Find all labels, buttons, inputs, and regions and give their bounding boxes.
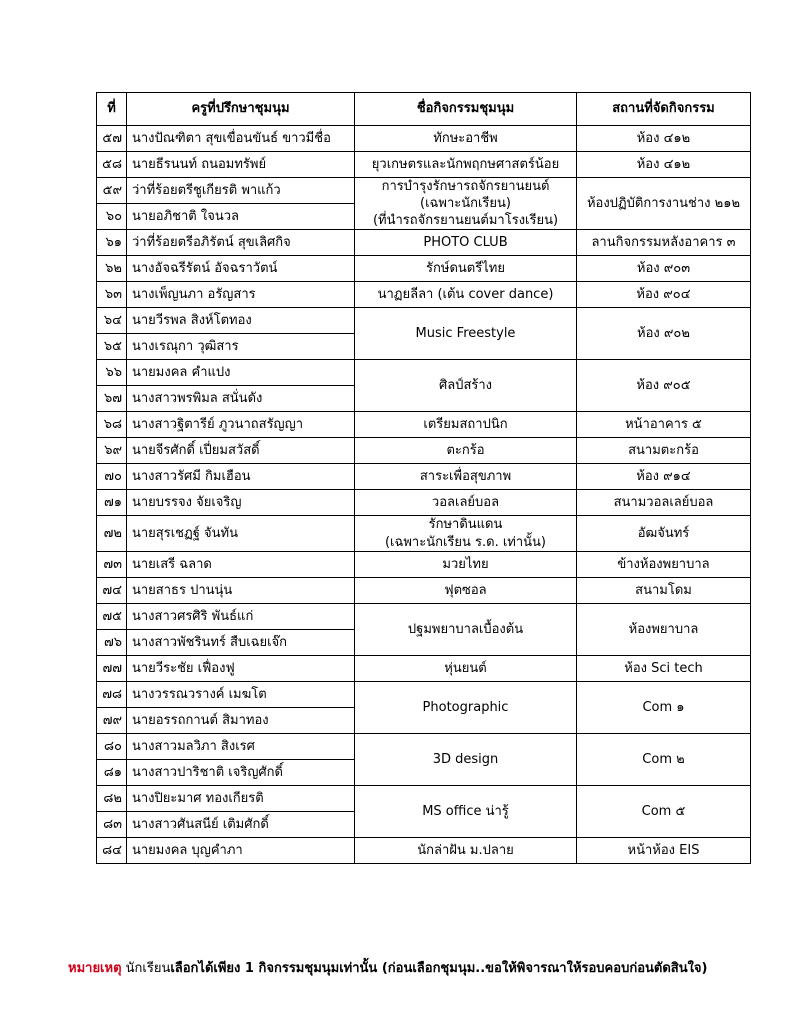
activity-location: หน้าอาคาร ๕: [577, 412, 751, 438]
activity-location: ห้อง Sci tech: [577, 655, 751, 681]
activity-location: สนามวอลเลย์บอล: [577, 490, 751, 516]
row-number: ๗๗: [97, 655, 127, 681]
teacher-name: นางอัจฉรีรัตน์ อัจฉราวัตน์: [127, 256, 355, 282]
activity-line: การบำรุงรักษารถจักรยานยนต์: [381, 179, 550, 194]
row-number: ๕๙: [97, 178, 127, 204]
teacher-name: นายอภิชาติ ใจนวล: [127, 204, 355, 230]
activity-location: Com ๕: [577, 785, 751, 837]
activity-location: ลานกิจกรรมหลังอาคาร ๓: [577, 230, 751, 256]
teacher-name: นางสาวมลวิภา สิงเรศ: [127, 733, 355, 759]
activity-name: นาฏยลีลา (เต้น cover dance): [355, 282, 577, 308]
activity-name: MS office น่ารู้: [355, 785, 577, 837]
activity-name: Music Freestyle: [355, 308, 577, 360]
activity-location: Com ๒: [577, 733, 751, 785]
activity-name: รักษ์ดนตรีไทย: [355, 256, 577, 282]
table-row: [97, 360, 751, 386]
activity-location: ห้องปฏิบัติการงานช่าง ๒๑๒: [577, 178, 751, 230]
activity-line: (เฉพาะนักเรียน ร.ด. เท่านั้น): [384, 534, 547, 550]
table-row: [97, 577, 751, 603]
activity-name: [355, 178, 577, 230]
table-row: [97, 516, 751, 551]
teacher-name: นายธีรนนท์ ถนอมทรัพย์: [127, 152, 355, 178]
header-teacher: ครูที่ปรึกษาชุมนุม: [127, 93, 355, 126]
activity-name: สาระเพื่อสุขภาพ: [355, 464, 577, 490]
row-number: ๕๘: [97, 152, 127, 178]
teacher-name: นางปัณฑิตา สุขเขื่อนขันธ์ ขาวมีชื่อ: [127, 126, 355, 152]
activity-name: 3D design: [355, 733, 577, 785]
note-bold-text: เลือกได้เพียง 1 กิจกรรมชุมนุมเท่านั้น (ก่อนเลือกชุมนุม..ขอให้พิจารณาให้รอบคอบก่อนตัดสินใจ): [170, 961, 708, 976]
row-number: ๗๙: [97, 707, 127, 733]
table-row: [97, 785, 751, 811]
header-no: ที่: [97, 93, 127, 126]
activity-location: ข้างห้องพยาบาล: [577, 551, 751, 577]
row-number: ๗๘: [97, 681, 127, 707]
row-number: ๗๕: [97, 603, 127, 629]
teacher-name: นายมงคล คำแปง: [127, 360, 355, 386]
activity-name: ปฐมพยาบาลเบื้องต้น: [355, 603, 577, 655]
row-number: ๘๔: [97, 837, 127, 863]
row-number: ๖๗: [97, 386, 127, 412]
footer-note: [68, 957, 768, 978]
row-number: ๖๔: [97, 308, 127, 334]
activity-name: มวยไทย: [355, 551, 577, 577]
table-row: [97, 733, 751, 759]
table-row: [97, 490, 751, 516]
activity-name: PHOTO CLUB: [355, 230, 577, 256]
table-row: [97, 837, 751, 863]
row-number: ๖๓: [97, 282, 127, 308]
teacher-name: นางสาวพัชรินทร์ สืบเฉยเจ๊ก: [127, 629, 355, 655]
table-row: [97, 308, 751, 334]
table-row: [97, 655, 751, 681]
table-row: [97, 256, 751, 282]
row-number: ๖๕: [97, 334, 127, 360]
teacher-name: ว่าที่ร้อยตรีอภิรัตน์ สุขเลิศกิจ: [127, 230, 355, 256]
table-header-row: [97, 93, 751, 126]
activity-location: ห้อง ๙๐๒: [577, 308, 751, 360]
table-row: [97, 681, 751, 707]
activity-location: ห้อง ๔๑๒: [577, 152, 751, 178]
teacher-name: นางปิยะมาศ ทองเกียรติ: [127, 785, 355, 811]
note-text: นักเรียน: [121, 961, 171, 976]
table-row: [97, 412, 751, 438]
row-number: ๗๒: [97, 516, 127, 551]
activity-name: หุ่นยนต์: [355, 655, 577, 681]
table-row: [97, 282, 751, 308]
row-number: ๗๑: [97, 490, 127, 516]
table-row: [97, 152, 751, 178]
row-number: ๕๗: [97, 126, 127, 152]
row-number: ๖๐: [97, 204, 127, 230]
activity-line: รักษาดินแดน: [428, 517, 503, 533]
table-row: [97, 126, 751, 152]
table-row: [97, 438, 751, 464]
teacher-name: นายสาธร ปานนุ่น: [127, 577, 355, 603]
row-number: ๘๑: [97, 759, 127, 785]
note-label: หมายเหตุ: [68, 961, 122, 976]
row-number: ๖๑: [97, 230, 127, 256]
activity-location: ห้องพยาบาล: [577, 603, 751, 655]
teacher-name: นายสุรเชฏฐ์ จันทัน: [127, 516, 355, 551]
table-row: [97, 230, 751, 256]
row-number: ๗๓: [97, 551, 127, 577]
teacher-name: นายวีระชัย เฟื่องฟู: [127, 655, 355, 681]
teacher-name: นางสาวพรพิมล สนั่นดัง: [127, 386, 355, 412]
teacher-name: นางเพ็ญนภา อรัญสาร: [127, 282, 355, 308]
activity-location: หน้าห้อง EIS: [577, 837, 751, 863]
teacher-name: นางสาวฐิตารีย์ ภูวนาถสรัญญา: [127, 412, 355, 438]
teacher-name: นางเรณุกา วุฒิสาร: [127, 334, 355, 360]
activity-name: ทักษะอาชีพ: [355, 126, 577, 152]
table-row: [97, 551, 751, 577]
row-number: ๗๐: [97, 464, 127, 490]
activity-name: ฟุตซอล: [355, 577, 577, 603]
teacher-name: นางสาวรัศมี กิมเฮือน: [127, 464, 355, 490]
teacher-name: นางวรรณวรางค์ เมฆโต: [127, 681, 355, 707]
activity-name: [355, 516, 577, 551]
row-number: ๖๙: [97, 438, 127, 464]
row-number: ๗๔: [97, 577, 127, 603]
club-schedule-table: [96, 92, 751, 864]
header-activity: ชื่อกิจกรรมชุมนุม: [355, 93, 577, 126]
activity-location: อัฒจันทร์: [577, 516, 751, 551]
teacher-name: นายมงคล บุญคำภา: [127, 837, 355, 863]
table-row: [97, 603, 751, 629]
row-number: ๖๘: [97, 412, 127, 438]
teacher-name: นางสาวปาริชาติ เจริญศักดิ์: [127, 759, 355, 785]
row-number: ๖๖: [97, 360, 127, 386]
teacher-name: ว่าที่ร้อยตรีชูเกียรติ พาแก้ว: [127, 178, 355, 204]
activity-name: ยุวเกษตรและนักพฤกษศาสตร์น้อย: [355, 152, 577, 178]
activity-name: วอลเลย์บอล: [355, 490, 577, 516]
activity-line: (เฉพาะนักเรียน): [420, 196, 511, 212]
teacher-name: นายอรรถกานต์ สิมาทอง: [127, 707, 355, 733]
row-number: ๘๓: [97, 811, 127, 837]
activity-location: ห้อง ๙๐๕: [577, 360, 751, 412]
activity-location: Com ๑: [577, 681, 751, 733]
activity-location: ห้อง ๔๑๒: [577, 126, 751, 152]
activity-name: Photographic: [355, 681, 577, 733]
activity-location: สนามโดม: [577, 577, 751, 603]
table-row: [97, 178, 751, 204]
teacher-name: นางสาวศรศิริ พันธ์แก่: [127, 603, 355, 629]
teacher-name: นายบรรจง จัยเจริญ: [127, 490, 355, 516]
activity-location: ห้อง ๙๐๓: [577, 256, 751, 282]
activity-location: สนามตะกร้อ: [577, 438, 751, 464]
table-row: [97, 464, 751, 490]
activity-location: ห้อง ๙๐๔: [577, 282, 751, 308]
activity-location: ห้อง ๙๑๔: [577, 464, 751, 490]
activity-name: ตะกร้อ: [355, 438, 577, 464]
teacher-name: นายจีรศักดิ์ เปี่ยมสวัสดิ์: [127, 438, 355, 464]
row-number: ๗๖: [97, 629, 127, 655]
activity-name: นักล่าฝัน ม.ปลาย: [355, 837, 577, 863]
row-number: ๘๒: [97, 785, 127, 811]
activity-name: ศิลป์สร้าง: [355, 360, 577, 412]
teacher-name: นายวีรพล สิงห์โตทอง: [127, 308, 355, 334]
row-number: ๖๒: [97, 256, 127, 282]
activity-name: เตรียมสถาปนิก: [355, 412, 577, 438]
row-number: ๘๐: [97, 733, 127, 759]
header-location: สถานที่จัดกิจกรรม: [577, 93, 751, 126]
teacher-name: นางสาวศันสนีย์ เติมศักดิ์: [127, 811, 355, 837]
table-body: [97, 126, 751, 864]
teacher-name: นายเสรี ฉลาด: [127, 551, 355, 577]
activity-line: (ที่นำรถจักรยานยนต์มาโรงเรียน): [372, 213, 559, 229]
